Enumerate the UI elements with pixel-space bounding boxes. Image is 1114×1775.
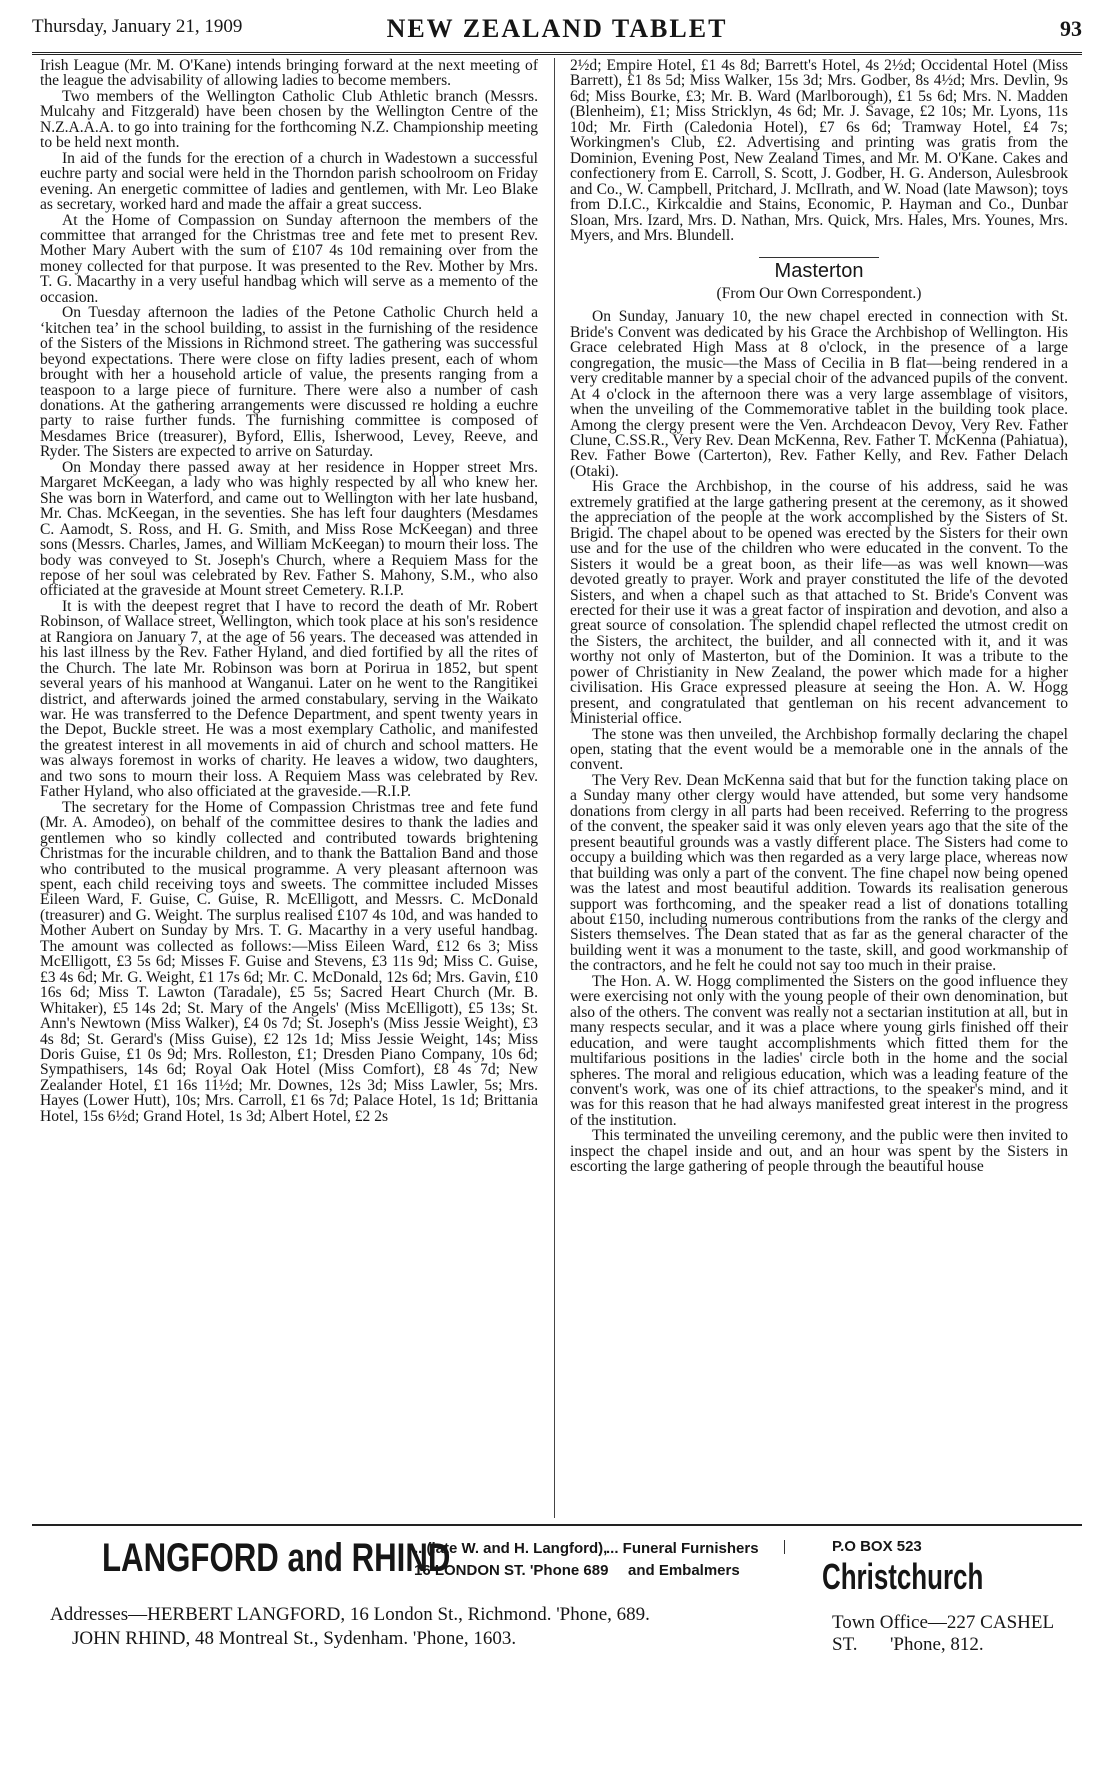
section-rule — [759, 257, 879, 258]
page-header — [32, 8, 1082, 55]
issue-date: Thursday, January 21, 1909 — [32, 16, 243, 37]
ad-city: Christchurch — [822, 1556, 984, 1597]
paragraph: On Monday there passed away at her residence in Hopper street Mrs. Margaret McKeegan, a lady who was highly respected by all who knew her. She was born in Waterford, and came out to Wellington with her late husband, Mr. Chas. McKeegan, in the seventies. She has left four daughters (Mesdames C. Aamodt, S. Ross, and H. G. Smith, and Miss Rose McKeegan) and three sons (Messrs. Charles, James, and William McKeegan) to mourn their loss. The body was conveyed to St. Joseph's Church, where a Requiem Mass for the repose of her soul was celebrated by Rev. Father S. Mahony, S.M., who also officiated at the graveside at Mount street Cemetery. R.I.P. — [40, 458, 538, 600]
paragraph: It is with the deepest regret that I have to record the death of Mr. Robert Robinson, of Wallace street, Wellington, which took place at his son's residence at Rangiora on January 7, at the age of 56 years. The deceased was attended in his last illness by the Rev. Father Hyland, and died fortified by all the rites of the Church. The late Mr. Robinson was born at Porirua in 1852, but spent several years of his manhood at Wanganui. Later on he went to the Rangitikei district, and afterwards joined the armed constabulary, serving in the Waikato war. He was transferred to the Defence Department, and spent twenty years in the Depot, Buckle street. He was a most exemplary Catholic, and manifested the greatest interest in all movements in aid of church and school matters. He was always foremost in works of charity. He leaves a widow, two daughters, and two sons to mourn their loss. A Requiem Mass was celebrated by Rev. Father Hyland, who also officiated at the graveside.—R.I.P. — [40, 597, 538, 801]
paragraph: The secretary for the Home of Compassion Christmas tree and fete fund (Mr. A. Amodeo), on behalf of the committee desires to thank the ladies and gentlemen who so kindly collected and contributed towards brightening Christmas for the incurable children, and to thank the Battalion Band and those who contributed to the musical programme. A very pleasant afternoon was spent, each child receiving toys and sweets. The committee included Misses Eileen Ward, F. Guise, C. Guise, R. McElligott, and Messrs. C. McDonald (treasurer) and G. Weight. The surplus realised £107 4s 10d, and was handed to Mother Aubert on Sunday by Mrs. T. G. Macarthy in a very useful handbag. The amount was collected as follows:—Miss Eileen Ward, £12 6s 3; Miss McElligott, £3 5s 6d; Misses F. Guise and Stevens, £3 11s 9d; Miss C. Guise, £3 4s 6d; Mr. G. Weight, £1 17s 6d; Mr. C. McDonald, 12s 6d; Mrs. Gavin, £10 16s 6d; Miss T. Lawton (Taradale), £5 5s; Sacred Heart Church (Mr. B. Whitaker), £5 14s 2d; St. Mary of the Angels' (Miss McElligott), £5 13s; St. Ann's Newtown (Miss Walker), £4 0s 7d; St. Joseph's (Miss Jessie Weight), £3 4s 8d; St. Gerard's (Miss Guise), £2 12s 1d; Miss Jessie Weight, 14s; Miss Doris Guise, £1 0s 9d; Mrs. Rolleston, £1; Dresden Piano Company, 10s 6d; Sympathisers, 14s 6d; Royal Oak Hotel (Miss Comfort), £8 4s 7d; New Zealander Hotel, £1 16s 11½d; Mr. Downes, 12s 3d; Miss Lawler, 5s; Mrs. Hayes (Lower Hutt), 10s; Mrs. Carroll, £1 6s 7d; Palace Hotel, 1s 1d; Brittania Hotel, 15s 6½d; Grand Hotel, 1s 3d; Albert Hotel, £2 2s — [40, 798, 538, 1125]
advertisement — [32, 1524, 1082, 1666]
masthead-title: NEW ZEALAND TABLET — [386, 14, 728, 43]
ad-town-phone: 'Phone, 812. — [890, 1634, 984, 1655]
ad-brand: LANGFORD and RHIND — [102, 1536, 451, 1580]
ad-funeral-line: ... Funeral Furnishers — [606, 1540, 759, 1557]
column-divider — [554, 58, 555, 1518]
ad-town-office: Town Office—227 CASHEL ST. — [832, 1612, 1054, 1655]
ad-address-1: Addresses—HERBERT LANGFORD, 16 London St., Richmond. 'Phone, 689. — [50, 1604, 650, 1625]
ad-separator — [784, 1540, 785, 1554]
ad-embalmers-line: and Embalmers — [628, 1562, 740, 1579]
paragraph: This terminated the unveiling ceremony, and the public were then invited to inspect the chapel inside and out, and an hour was spent by the Sisters in escorting the large gathering of people through the beautiful house — [570, 1127, 1068, 1176]
ad-address-2: JOHN RHIND, 48 Montreal St., Sydenham. 'Phone, 1603. — [72, 1628, 517, 1649]
paragraph: On Tuesday afternoon the ladies of the Petone Catholic Church held a ‘kitchen tea’ in the school building, to assist in the furnishing of the residence of the Sisters of the Missions in Richmond street. The gathering was successful beyond expectations. There were close on fifty ladies present, each of whom brought with her a household article of value, the presents ranging from a teaspoon to a large piece of furniture. There were also a number of cash donations. At the gathering arrangements were discussed re holding a euchre party to raise further funds. The furnishing committee is composed of Mesdames Brice (treasurer), Byford, Ellis, Isherwood, Levey, Reeve, and Ryder. The Sisters are expected to arrive on Saturday. — [40, 304, 538, 461]
page-number: 93 — [1060, 16, 1082, 41]
paragraph: Two members of the Wellington Catholic Club Athletic branch (Messrs. Mulcahy and Fitzgerald) have been chosen by the Wellington Centre of the N.Z.A.A.A. to go into training for the forthcoming N.Z. Championship meeting to be held next month. — [40, 87, 538, 152]
right-column — [570, 58, 1068, 1518]
paragraph-continuation: 2½d; Empire Hotel, £1 4s 8d; Barrett's Hotel, 4s 2½d; Occidental Hotel (Miss Barrett), £1 8s 5d; Miss Walker, 15s 3d; Mrs. Godber, 8s 4½d; Mrs. Devlin, 9s 6d; Miss Bourke, £3; Mr. B. Ward (Marlborough), £1 5s 6d; Mrs. N. Madden (Blenheim), £1; Miss Stricklyn, 4s 6d; Mr. J. Savage, £2 10s; Mr. Lyons, 11s 10d; Mr. Firth (Caledonia Hotel), £7 6s 6d; Tramway Hotel, £4 7s; Workingmen's Club, £2. Advertising and printing was gratis from the Dominion, Evening Post, New Zealand Times, and Mr. M. O'Kane. Cakes and confectionery from E. Carroll, S. Scott, J. Godber, H. G. Anderson, Aulesbrook and Co., W. Campbell, Pritchard, J. McIlrath, and W. Noad (late Mawson); toys from D.I.C., Kirkcaldie and Stains, Economic, P. Hayman and Co., Dunbar Sloan, Mrs. Izard, Mrs. D. Nathan, Mrs. Quick, Mrs. Hales, Mrs. Younes, Mrs. Myers, and Mrs. Blundell. — [570, 58, 1068, 244]
paragraph: The stone was then unveiled, the Archbishop formally declaring the chapel open, stating that the event would be a memorable one in the annals of the convent. — [570, 725, 1068, 774]
paragraph: The Very Rev. Dean McKenna said that but for the function taking place on a Sunday many other clergy would have attended, but some very handsome donations from clergy in all parts had been received. Referring to the progress of the convent, the speaker said it was only eleven years ago that the site of the present beautiful grounds was a vastly different place. The Sisters had come to occupy a building which was then regarded as a very large place, whereas now that building was only a part of the convent. The fine chapel now being opened was the latest and most beautiful addition. Towards its realisation generous support was forthcoming, and the speaker read a list of donations totalling about £150, including numerous contributions from the ranks of the clergy and Sisters themselves. The Dean stated that as far as the general character of the building went it was a monument to the taste, skill, and good workmanship of the contractors, and he felt he could not say too much in their praise. — [570, 771, 1068, 975]
ad-address-line: 16 LONDON ST. 'Phone 689 — [414, 1562, 609, 1579]
paragraph: The Hon. A. W. Hogg complimented the Sisters on the good influence they were exercising not only with the young people of their own denomination, but also of the others. The convent was really not a sectarian institution at all, but in many respects secular, and it was a place where young girls finished off their education, and were taught accomplishments which fitted them for the multifarious positions in the ladies' circle both in the home and the social spheres. The moral and religious education, which was a leading feature of the convent's work, was one of its chief attractions, to the speaker's mind, and it was for this reason that he had always manifested great interest in the progress of the institution. — [570, 972, 1068, 1129]
paragraph: In aid of the funds for the erection of a church in Wadestown a successful euchre party and social were held in the Thorndon parish schoolroom on Friday evening. An energetic committee of ladies and gentlemen, with Mr. Leo Blake as secretary, worked hard and made the affair a great success. — [40, 149, 538, 214]
paragraph: His Grace the Archbishop, in the course of his address, said he was extremely gratified at the large gathering present at the ceremony, as it showed the appreciation of the people at the work accomplished by the Sisters of St. Brigid. The chapel about to be opened was erected by the Sisters for their own use and for the use of the children who were educated in the convent. To the Sisters it would be a great boon, as their life—as was well known—was devoted greatly to prayer. Work and prayer constituted the life of the devoted Sisters, and when a chapel such as that attached to St. Bride's Convent was erected for their use it was a great factor of inspiration and devotion, and also a great source of consolation. The splendid chapel reflected the utmost credit on the Sisters, the architect, the builder, and all connected with it, and it was worthy not only of Masterton, but of the Dominion. It was a tribute to the power of Christianity in New Zealand, the power which made for a higher civilisation. His Grace expressed pleasure at seeing the Hon. A. W. Hogg present, and congratulated that gentleman on his recent advancement to Ministerial office. — [570, 478, 1068, 728]
byline: (From Our Own Correspondent.) — [716, 284, 922, 302]
ad-late-line: ...(late W. and H. Langford), — [414, 1540, 608, 1557]
left-column — [40, 58, 538, 1518]
section-title: Masterton — [774, 260, 864, 283]
ad-po-box: P.O BOX 523 — [832, 1538, 922, 1555]
paragraph: Irish League (Mr. M. O'Kane) intends bringing forward at the next meeting of the league the advisability of allowing ladies to become members. — [40, 58, 538, 90]
paragraph: At the Home of Compassion on Sunday afternoon the members of the committee that arranged for the Christmas tree and fete met to present Rev. Mother Mary Aubert with the sum of £107 4s 10d remaining over from the money collected for that purpose. It was presented to the Rev. Mother by Mrs. T. G. Macarthy in a very useful handbag which will serve as a memento of the occasion. — [40, 211, 538, 306]
paragraph: On Sunday, January 10, the new chapel erected in connection with St. Bride's Convent was dedicated by his Grace the Archbishop of Wellington. His Grace celebrated High Mass at 8 o'clock, in the presence of a large congregation, the music—the Mass of Cecilia in B flat—being rendered in a very creditable manner by a special choir of the advanced pupils of the convent. At 4 o'clock in the afternoon there was a very large assemblage of visitors, when the unveiling of the Commemorative tablet in the building took place. Among the clergy present were the Ven. Archdeacon Devoy, Very Rev. Father Clune, C.SS.R., Very Rev. Dean McKenna, Rev. Father T. McKenna (Pahiatua), Rev. Father Bowe (Carterton), Rev. Father Kelly, and Rev. Father Delach (Otaki). — [570, 308, 1068, 480]
